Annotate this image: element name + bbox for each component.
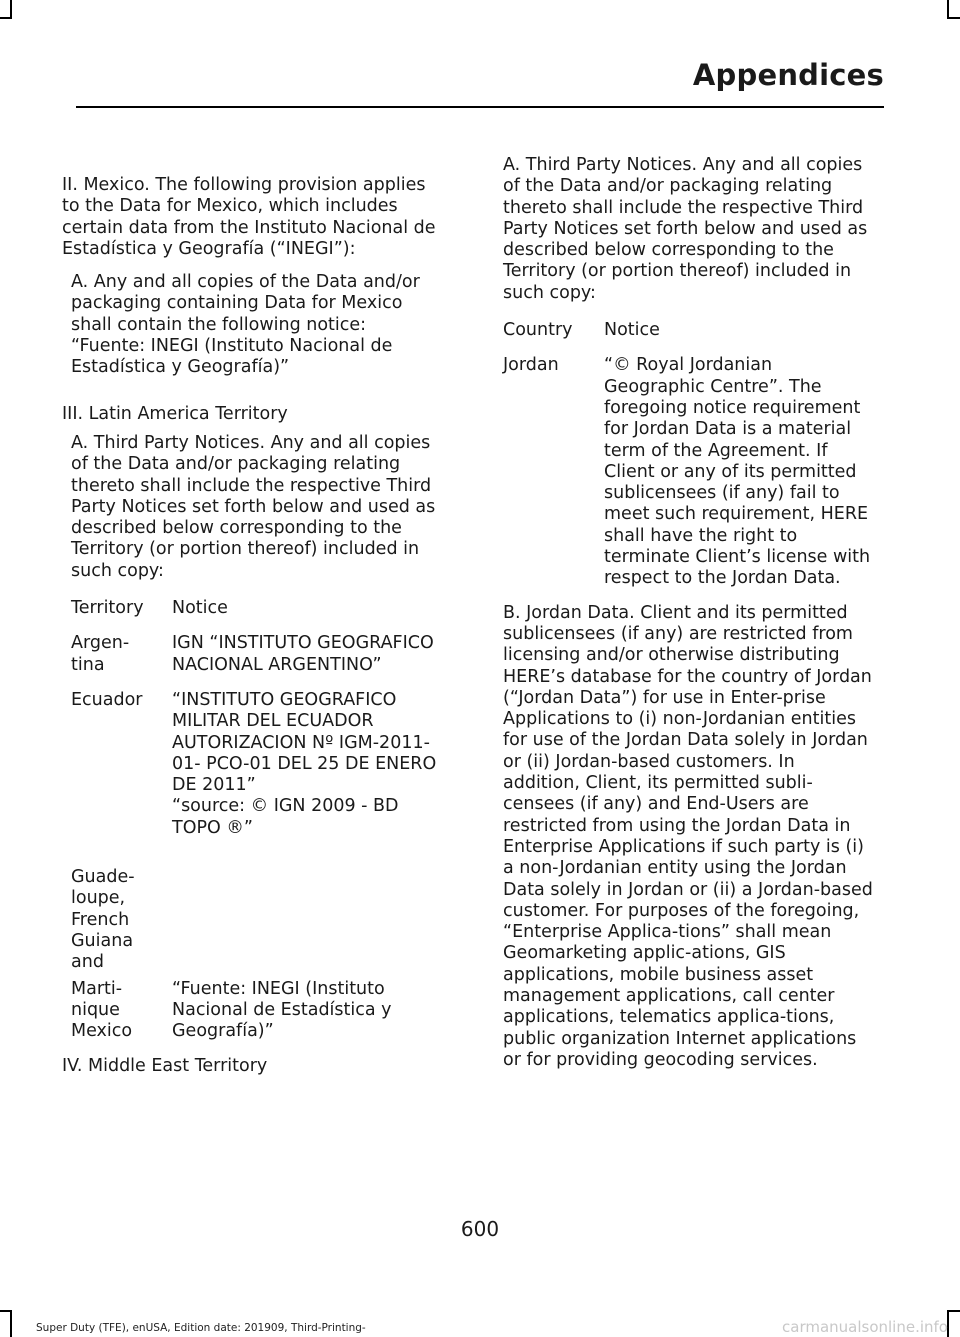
table-row	[71, 1021, 442, 1042]
mexico-notice: A. Any and all copies of the Data and/or packaging containing Data for Mexico shall contain the following notice: “Fuente: INEGI (Instituto Nacional de Estadística y Geografía)”	[71, 272, 420, 378]
table-header-row	[503, 320, 873, 341]
watermark: carmanualsonline.info	[782, 1318, 948, 1336]
crop-mark	[0, 1310, 12, 1312]
table-header-notice: Notice	[172, 598, 228, 619]
territory-cell	[71, 796, 172, 839]
notice-cell: “Fuente: INEGI (Instituto Nacional de Estadística y Geografía)”	[172, 978, 392, 1042]
right-column	[503, 155, 873, 1071]
territory-cell: Marti-nique	[71, 978, 123, 1020]
table-row	[71, 633, 442, 676]
territory-cell: Argen-tina	[71, 633, 130, 675]
page-title: Appendices	[692, 58, 884, 92]
notice-cell: “© Royal Jordanian Geographic Centre”. The foregoing notice requirement for Jordan Data is a material term of the Agreement. If Client or any of its permitted sublicensees (if any) fail to meet such requirement, HERE shall have the right to terminate Client’s license with respect to the Jordan Data.	[604, 355, 871, 589]
territory-cell: Guade-loupe, French Guiana and	[71, 867, 135, 973]
notice-cell: IGN “INSTITUTO GEOGRAFICO NACIONAL ARGENTINO”	[172, 633, 434, 675]
crop-mark	[0, 17, 12, 19]
notice-cell	[172, 867, 442, 973]
country-notice-table	[503, 320, 873, 590]
country-cell: Jordan	[503, 355, 559, 376]
crop-mark	[947, 17, 960, 19]
notice-cell	[172, 1021, 442, 1042]
crop-mark	[10, 0, 12, 18]
crop-mark	[947, 1310, 960, 1312]
middle-east-heading: IV. Middle East Territory	[62, 1055, 268, 1076]
table-row	[71, 796, 442, 839]
latam-heading: III. Latin America Territory	[62, 403, 288, 424]
page-number: 600	[460, 1217, 500, 1241]
crop-mark	[10, 1310, 12, 1337]
notice-cell: “source: © IGN 2009 - BD TOPO ®”	[172, 796, 399, 838]
table-row	[71, 867, 442, 973]
mexico-provision: II. Mexico. The following provision applies to the Data for Mexico, which includes certain data from the Instituto Nacional de Estadística y Geografía (“INEGI”):	[62, 175, 436, 259]
left-column	[62, 175, 442, 1077]
table-row	[503, 355, 873, 589]
jordan-data-paragraph: B. Jordan Data. Client and its permitted sublicensees (if any) are restricted from licensing and/or otherwise distributing HERE’s database for the country of Jordan (“Jordan Data”) for use in Enter-prise Applications to (i) non-Jordanian entities for use of the Jordan Data solely in Jordan or (ii) Jordan-based customers. In addition, Client, its permitted subli-censees (if any) and End-Users are restricted from using the Jordan Data in Enterprise Applications if such party is (i) a non-Jordanian entity using the Jordan Data solely in Jordan or (ii) a Jordan-based customer. For purposes of the foregoing, “Enterprise Applica-tions” shall mean Geomarketing applic-ations, GIS applications, mobile business asset management applications, call center applications, telematics applica-tions, public organization Internet applications or for providing geocoding services.	[503, 602, 873, 1070]
territory-cell: Ecuador	[71, 689, 143, 710]
table-header-notice: Notice	[604, 320, 660, 341]
table-header-country: Country	[503, 320, 573, 341]
table-header-row	[71, 598, 442, 619]
third-party-notices: A. Third Party Notices. Any and all copies of the Data and/or packaging relating thereto shall include the respective Third Party Notices set forth below and used as described below corresponding to the Territory (or portion thereof) included in such copy:	[503, 155, 868, 303]
territory-notice-table	[71, 598, 442, 1043]
edition-footer: Super Duty (TFE), enUSA, Edition date: 201909, Third-Printing-	[36, 1322, 366, 1334]
table-row	[71, 690, 442, 796]
notice-cell: “INSTITUTO GEOGRAFICO MILITAR DEL ECUADOR AUTORIZACION Nº IGM-2011-01- PCO-01 DEL 25 DE ENERO DE 2011”	[172, 689, 437, 796]
crop-mark	[947, 0, 949, 18]
header-divider	[76, 106, 884, 108]
territory-cell: Mexico	[71, 1021, 133, 1042]
table-header-territory: Territory	[71, 598, 144, 619]
latam-third-party-notices: A. Third Party Notices. Any and all copies of the Data and/or packaging relating thereto shall include the respective Third Party Notices set forth below and used as described below corresponding to the Territory (or portion thereof) included in such copy:	[71, 432, 436, 581]
